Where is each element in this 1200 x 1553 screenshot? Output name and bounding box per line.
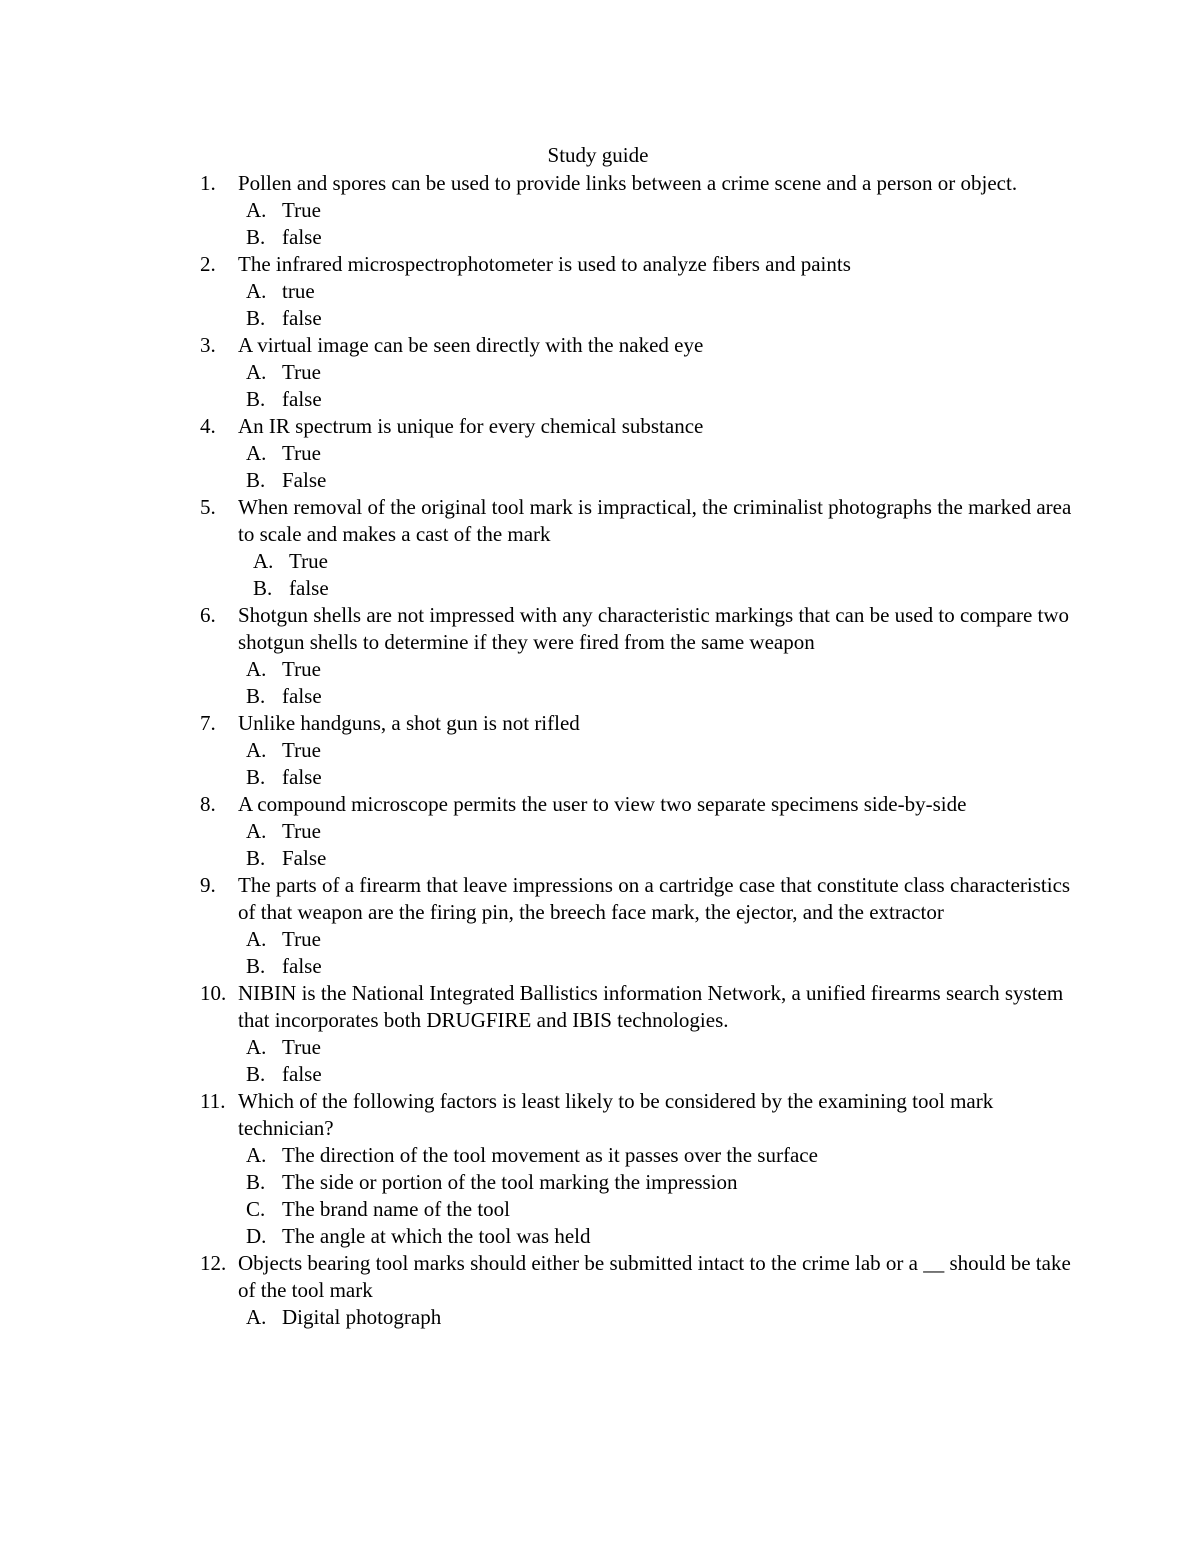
question-text: A compound microscope permits the user to view two separate specimens side-by-side [238,791,967,816]
question-text: Pollen and spores can be used to provide links between a crime scene and a person or object. [238,170,1018,195]
option-text: True [282,440,321,465]
option-list [238,656,1080,710]
option-b [238,953,1080,980]
question-text: Objects bearing tool marks should either be submitted intact to the crime lab or a __ should be take of the tool mark [238,1250,1071,1302]
option-letter: A. [246,737,267,762]
option-list [238,359,1080,413]
option-letter: D. [246,1223,267,1248]
option-b [238,386,1080,413]
option-letter: A. [246,197,267,222]
option-letter: B. [246,386,266,411]
option-text: false [282,1061,322,1086]
option-letter: B. [253,575,273,600]
option-d [238,1223,1080,1250]
option-text: True [282,926,321,951]
option-list [238,548,1080,602]
option-a [238,737,1080,764]
question-number: 8. [200,791,216,816]
question-text: The infrared microspectrophotometer is used to analyze fibers and paints [238,251,851,276]
option-list [238,818,1080,872]
document-title: Study guide [547,143,649,167]
option-letter: B. [246,953,266,978]
option-text: false [289,575,329,600]
option-a [238,818,1080,845]
option-text: True [282,359,321,384]
option-text: True [282,737,321,762]
option-text: false [282,953,322,978]
option-text: True [282,1034,321,1059]
option-text: true [282,278,315,303]
option-a [238,1304,1080,1331]
question-number: 7. [200,710,216,735]
option-a [238,278,1080,305]
question-text: When removal of the original tool mark is impractical, the criminalist photographs the marked area to scale and makes a cast of the mark [238,494,1072,546]
question-number: 6. [200,602,216,627]
question-text: NIBIN is the National Integrated Ballistics information Network, a unified firearms search system that incorporates both DRUGFIRE and IBIS technologies. [238,980,1064,1032]
question-6 [200,602,1080,710]
question-number: 5. [200,494,216,519]
option-a [238,1142,1080,1169]
option-b [238,305,1080,332]
option-b [238,1169,1080,1196]
question-text: A virtual image can be seen directly with the naked eye [238,332,704,357]
question-3 [200,332,1080,413]
question-4 [200,413,1080,494]
question-5 [200,494,1080,602]
option-b [238,764,1080,791]
question-number: 2. [200,251,216,276]
question-number: 4. [200,413,216,438]
option-b [238,845,1080,872]
question-12 [200,1250,1080,1331]
question-7 [200,710,1080,791]
option-b [238,683,1080,710]
option-text: Digital photograph [282,1304,442,1329]
option-list [238,1142,1080,1250]
question-number: 1. [200,170,216,195]
option-text: True [282,818,321,843]
option-a [238,1034,1080,1061]
option-b [238,224,1080,251]
option-list [238,926,1080,980]
question-number: 3. [200,332,216,357]
option-letter: A. [246,278,267,303]
option-letter: A. [246,656,267,681]
question-text: Which of the following factors is least likely to be considered by the examining tool mark technician? [238,1088,994,1140]
option-a [238,926,1080,953]
option-a [238,548,1080,575]
option-list [238,1034,1080,1088]
option-list [238,737,1080,791]
option-list [238,1304,1080,1331]
option-text: false [282,386,322,411]
question-1 [200,170,1080,251]
option-text: True [282,197,321,222]
option-text: false [282,764,322,789]
question-11 [200,1088,1080,1250]
question-2 [200,251,1080,332]
option-letter: B. [246,305,266,330]
option-letter: A. [253,548,274,573]
question-text: The parts of a firearm that leave impressions on a cartridge case that constitute class characteristics of that weapon are the firing pin, the breech face mark, the ejector, and the extractor [238,872,1071,924]
option-a [238,197,1080,224]
option-list [238,440,1080,494]
option-text: The direction of the tool movement as it passes over the surface [282,1142,818,1167]
option-letter: A. [246,359,267,384]
option-text: The side or portion of the tool marking the impression [282,1169,738,1194]
question-8 [200,791,1080,872]
option-text: The angle at which the tool was held [282,1223,591,1248]
question-number: 10. [200,980,227,1005]
option-b [238,1061,1080,1088]
option-letter: B. [246,683,266,708]
question-10 [200,980,1080,1088]
option-letter: B. [246,1169,266,1194]
option-b [238,575,1080,602]
option-text: false [282,224,322,249]
option-letter: B. [246,845,266,870]
option-text: False [282,845,327,870]
option-letter: B. [246,467,266,492]
question-text: An IR spectrum is unique for every chemical substance [238,413,704,438]
option-a [238,656,1080,683]
option-text: false [282,683,322,708]
question-list [200,170,1080,1331]
option-letter: A. [246,818,267,843]
option-letter: A. [246,926,267,951]
question-text: Shotgun shells are not impressed with any characteristic markings that can be used to compare two shotgun shells to determine if they were fired from the same weapon [238,602,1070,654]
option-list [238,278,1080,332]
option-a [238,359,1080,386]
option-a [238,440,1080,467]
option-b [238,467,1080,494]
option-letter: B. [246,1061,266,1086]
option-letter: A. [246,1034,267,1059]
option-text: The brand name of the tool [282,1196,511,1221]
option-text: True [289,548,328,573]
question-number: 12. [200,1250,227,1275]
option-letter: A. [246,440,267,465]
option-letter: B. [246,764,266,789]
option-letter: A. [246,1142,267,1167]
question-9 [200,872,1080,980]
option-letter: A. [246,1304,267,1329]
question-number: 9. [200,872,216,897]
option-c [238,1196,1080,1223]
option-text: False [282,467,327,492]
question-number: 11. [200,1088,226,1113]
option-letter: B. [246,224,266,249]
option-list [238,197,1080,251]
option-letter: C. [246,1196,266,1221]
question-text: Unlike handguns, a shot gun is not rifled [238,710,580,735]
option-text: false [282,305,322,330]
option-text: True [282,656,321,681]
